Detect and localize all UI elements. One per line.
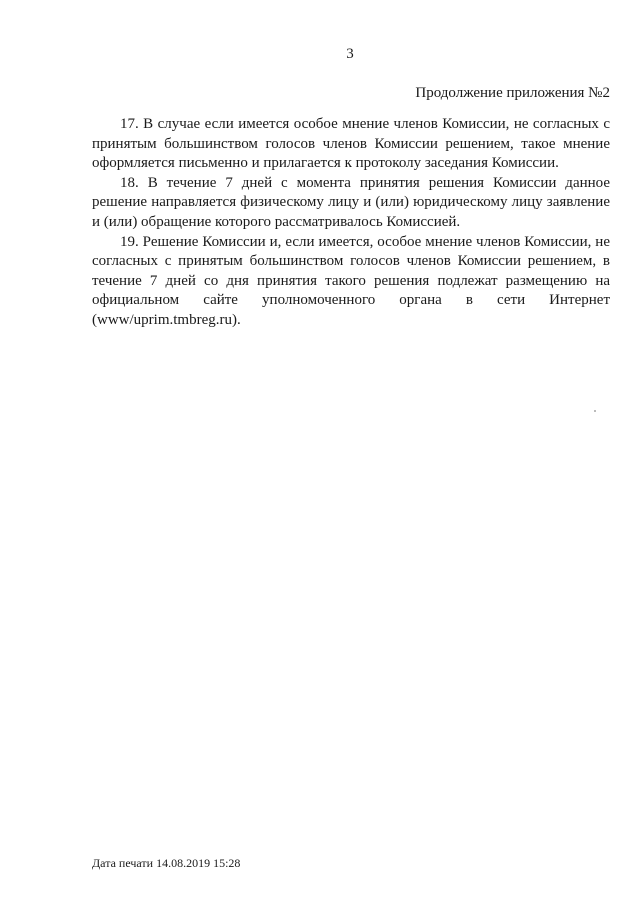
page-number: 3 bbox=[346, 46, 354, 62]
paragraph-18: 18. В течение 7 дней с момента принятия решения Комиссии данное решение направляется физическому лицу и (или) юридическому лицу заявление и (или) обращение которого рассматривалось Комиссией. bbox=[92, 174, 610, 230]
paragraph-19: 19. Решение Комиссии и, если имеется, особое мнение членов Комиссии, не согласных с принятым большинством голосов членов Комиссии решением, в течение 7 дней со дня принятия такого решения подлежат размещению на официальном сайте уполномоченного органа в сети Интернет (www/uprim.tmbreg.ru). bbox=[92, 233, 610, 328]
appendix-header: Продолжение приложения №2 bbox=[415, 85, 610, 101]
print-date: Дата печати 14.08.2019 15:28 bbox=[92, 856, 241, 870]
scan-speck bbox=[594, 410, 596, 412]
paragraph-17: 17. В случае если имеется особое мнение членов Комиссии, не согласных с принятым большинством голосов членов Комиссии решением, такое мнение оформляется письменно и прилагается к протоколу заседания Комиссии. bbox=[92, 116, 610, 172]
document-body bbox=[92, 115, 610, 331]
